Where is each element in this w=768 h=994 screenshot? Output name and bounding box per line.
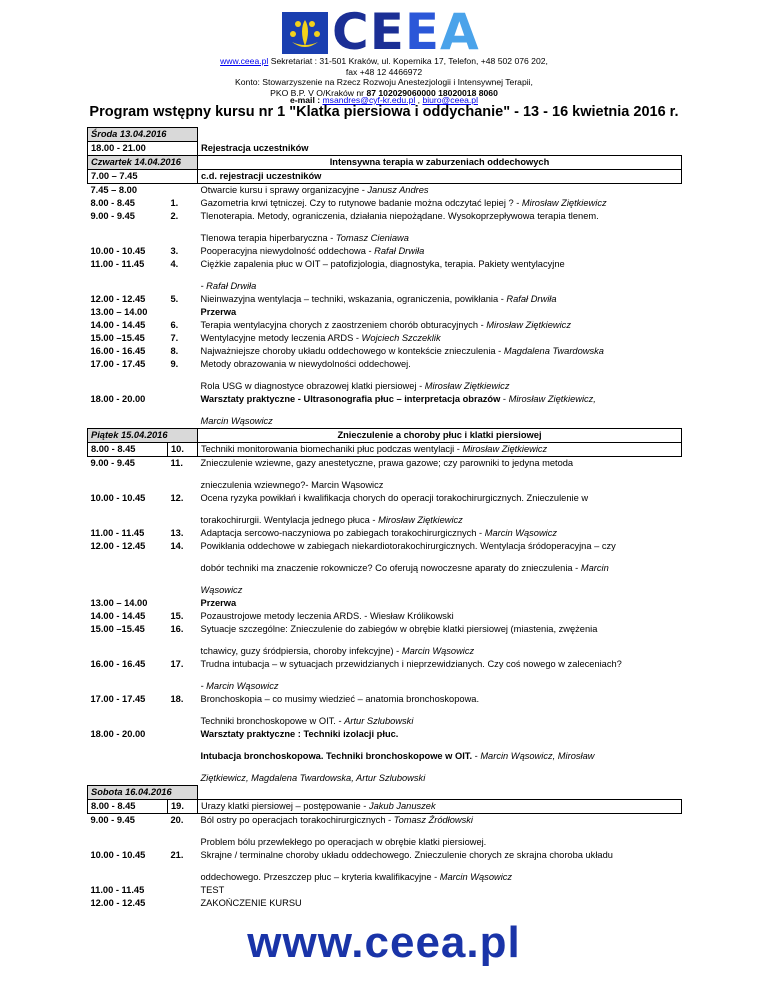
session-text: Adaptacja sercowo-naczyniowa po zabiegach torakochirurgicznych - Marcin Wąsowicz	[200, 528, 558, 538]
lecture-number: 10.	[168, 443, 198, 457]
ceea-logo	[282, 3, 482, 61]
time-cell: 12.00 - 12.45	[90, 294, 146, 304]
time-cell: 15.00 –15.45	[90, 624, 145, 634]
session-text: c.d. rejestracji uczestników	[198, 170, 682, 184]
session-text: Rejestracja uczestników	[201, 142, 309, 153]
lecture-number: 18.	[170, 694, 184, 704]
session-text: Urazy klatki piersiowej – postępowanie - Jakub Januszek	[198, 799, 682, 813]
logo-emblem	[282, 12, 328, 54]
session-text: Bronchoskopia – co musimy wiedzieć – anatomia bronchoskopowa. Techniki bronchoskopowe w OIT. - Artur Szlubowski	[200, 694, 480, 726]
lecture-number: 16.	[170, 624, 184, 634]
session-text: Tlenoterapia. Metody, ograniczenia, działania niepożądane. Wysokoprzepływowa terapia tlenem. Tlenowa terapia hiperbaryczna - Tomasz Cieniawa	[200, 211, 599, 243]
workshop-text: Warsztaty praktyczne - Ultrasonografia płuc – interpretacja obrazów - Mirosław Ziętkiewicz, Marcin Wąsowicz	[200, 394, 596, 426]
contact-line-3: Konto: Stowarzyszenie na Rzecz Rozwoju Anestezjologii i Intensywnej Terapii,	[235, 77, 533, 87]
time-cell: 8.00 - 8.45	[90, 198, 135, 208]
time-cell: 8.00 - 8.45	[88, 799, 168, 813]
session-text: Pooperacyjna niewydolność oddechowa - Rafał Drwiła	[200, 246, 425, 256]
website-link[interactable]: www.ceea.pl	[220, 56, 269, 66]
day-topic: Intensywna terapia w zaburzeniach oddechowych	[198, 156, 682, 170]
lecture-number: 14.	[170, 541, 184, 551]
contact-line-1: www.ceea.pl Sekretariat : 31-501 Kraków, ul. Kopernika 17, Telefon, +48 502 076 202,	[220, 56, 548, 66]
time-cell: 18.00 - 21.00	[88, 142, 198, 156]
time-cell: 7.45 – 8.00	[90, 185, 138, 195]
time-cell: 18.00 - 20.00	[90, 729, 146, 739]
time-cell: 7.00 – 7.45	[88, 170, 198, 184]
session-text: Techniki monitorowania biomechaniki płuc podczas wentylacji - Mirosław Ziętkiewicz	[198, 443, 682, 457]
lecture-number: 4.	[170, 259, 179, 269]
session-text: Gazometria krwi tętniczej. Czy to rutynowe badanie można odczytać lepiej ? - Mirosław Ziętkiewicz	[200, 198, 607, 208]
session-text: Skrajne / terminalne choroby układu oddechowego. Znieczulenie chorych ze skrajna choroba układu oddechowego. Przeszczep płuc – kryteria kwalifikacyjne - Marcin Wąsowicz	[200, 849, 613, 882]
page-title: Program wstępny kursu nr 1 "Klatka piersiowa i oddychanie" - 13 - 16 kwietnia 2016 r.	[89, 104, 679, 120]
day-header-friday: Piątek 15.04.2016	[88, 429, 198, 443]
time-cell: 17.00 - 17.45	[90, 694, 146, 704]
session-text: Ocena ryzyka powikłań i kwalifikacja chorych do operacji torakochirurgicznych. Znieczulenie w torakochirurgii. Wentylacja jednego płuca - Mirosław Ziętkiewicz	[200, 493, 589, 525]
day-topic: Znieczulenie a choroby płuc i klatki piersiowej	[198, 429, 682, 443]
time-cell: 10.00 - 10.45	[90, 849, 146, 860]
day-header-thursday: Czwartek 14.04.2016	[88, 156, 198, 170]
session-text: Znieczulenie wziewne, gazy anestetyczne, prawa gazowe; czy parowniki to jedyna metoda znieczulenia wziewnego?- Marcin Wąsowicz	[200, 458, 574, 490]
session-text: Pozaustrojowe metody leczenia ARDS. - Wiesław Królikowski	[200, 611, 454, 621]
day-header-saturday: Sobota 16.04.2016	[88, 785, 198, 799]
lecture-number: 12.	[170, 493, 184, 503]
lecture-number: 13.	[170, 528, 184, 538]
time-cell: 14.00 - 14.45	[90, 320, 146, 330]
time-cell: 11.00 - 11.45	[90, 528, 145, 538]
program-table	[87, 127, 682, 910]
contact-line-5: e-mail : msandres@cyf-kr.edu.pl , biuro@ceea.pl	[290, 95, 478, 105]
time-cell: 14.00 - 14.45	[90, 611, 146, 621]
lecture-number: 11.	[170, 458, 183, 468]
session-text: ZAKOŃCZENIE KURSU	[200, 897, 302, 908]
session-text: Otwarcie kursu i sprawy organizacyjne - Janusz Andres	[200, 185, 429, 195]
session-text: Metody obrazowania w niewydolności oddechowej. Rola USG w diagnostyce obrazowej klatki piersiowej - Mirosław Ziętkiewicz	[200, 359, 510, 391]
lecture-number: 2.	[170, 211, 179, 221]
time-cell: 13.00 – 14.00	[90, 598, 148, 608]
lecture-number: 8.	[170, 346, 179, 356]
time-cell: 10.00 - 10.45	[90, 246, 146, 256]
session-text: Nieinwazyjna wentylacja – techniki, wskazania, ograniczenia, powikłania - Rafał Drwiła	[200, 294, 557, 304]
lecture-number: 17.	[170, 659, 184, 669]
lecture-number: 20.	[170, 814, 184, 825]
lecture-number: 1.	[170, 198, 179, 208]
session-text: Ciężkie zapalenia płuc w OIT – patofizjologia, diagnostyka, terapia. Pakiety wentylacyjne - Rafał Drwiła	[200, 259, 565, 291]
session-text: Sytuacje szczególne: Znieczulenie do zabiegów w obrębie klatki piersiowej (miastenia, zwężenia tchawicy, guzy śródpiersia, choroby infekcyjne) - Marcin Wąsowicz	[200, 624, 598, 656]
lecture-number: 6.	[170, 320, 179, 330]
session-text: Trudna intubacja – w sytuacjach przewidzianych i nieprzewidzianych. Czy coś nowego w zaleceniach? - Marcin Wąsowicz	[200, 659, 622, 691]
lecture-number: 15.	[170, 611, 184, 621]
time-cell: 11.00 - 11.45	[90, 259, 145, 269]
workshop-text: Warsztaty praktyczne : Techniki izolacji płuc. Intubacja bronchoskopowa. Techniki bronchoskopowe w OIT. - Marcin Wąsowicz, Mirosław Ziętkiewicz, Magdalena Twardowska, Artur Szlubowski	[200, 729, 595, 783]
time-cell: 9.00 - 9.45	[90, 814, 135, 825]
time-cell: 16.00 - 16.45	[90, 346, 146, 356]
time-cell: 12.00 - 12.45	[90, 541, 146, 551]
footer-website[interactable]: www.ceea.pl	[247, 918, 521, 967]
time-cell: 18.00 - 20.00	[90, 394, 146, 404]
session-text: Ból ostry po operacjach torakochirurgicznych - Tomasz Źródłowski Problem bólu przewlekłego po operacjach w obrębie klatki piersiowej.	[200, 814, 487, 847]
time-cell: 16.00 - 16.45	[90, 659, 146, 669]
session-text: Wentylacyjne metody leczenia ARDS - Wojciech Szczeklik	[200, 333, 441, 343]
lecture-number: 19.	[168, 799, 198, 813]
logo-wordmark: CEEA	[332, 3, 480, 61]
time-cell: 10.00 - 10.45	[90, 493, 146, 503]
contact-line-4: PKO B.P. V O/Kraków nr 87 102029060000 18020018 8060	[270, 87, 498, 98]
lecture-number: 5.	[170, 294, 179, 304]
lecture-number: 9.	[170, 359, 179, 369]
lecture-number: 7.	[170, 333, 179, 343]
time-cell: 8.00 - 8.45	[88, 443, 168, 457]
time-cell: 13.00 – 14.00	[90, 307, 148, 317]
break-label: Przerwa	[200, 598, 237, 608]
day-header-wednesday: Środa 13.04.2016	[88, 128, 198, 142]
lecture-number: 21.	[170, 849, 184, 860]
time-cell: 9.00 - 9.45	[90, 458, 135, 468]
session-text: Powikłania oddechowe w zabiegach niekardiotorakochirurgicznych. Wentylacja śródoperacyjna – czy dobór techniki ma znaczenie rokownicze? Co oferują nowoczesne aparaty do znieczulenia - Marcin Wąsowicz	[200, 541, 616, 595]
session-text: Najważniejsze choroby układu oddechowego w kontekście znieczulenia - Magdalena Twardowska	[200, 346, 604, 356]
lecture-number: 3.	[170, 246, 179, 256]
time-cell: 9.00 - 9.45	[90, 211, 135, 221]
session-text: TEST	[200, 884, 225, 895]
session-text: Terapia wentylacyjna chorych z zaostrzeniem chorób obturacyjnych - Mirosław Ziętkiewicz	[200, 320, 571, 330]
break-label: Przerwa	[200, 307, 237, 317]
time-cell: 12.00 - 12.45	[90, 897, 146, 908]
contact-line-2: fax +48 12 4466972	[345, 66, 423, 77]
email-link-2[interactable]: biuro@ceea.pl	[422, 95, 478, 105]
time-cell: 15.00 –15.45	[90, 333, 145, 343]
email-link-1[interactable]: msandres@cyf-kr.edu.pl	[322, 95, 416, 105]
time-cell: 17.00 - 17.45	[90, 359, 146, 369]
time-cell: 11.00 - 11.45	[90, 884, 145, 895]
